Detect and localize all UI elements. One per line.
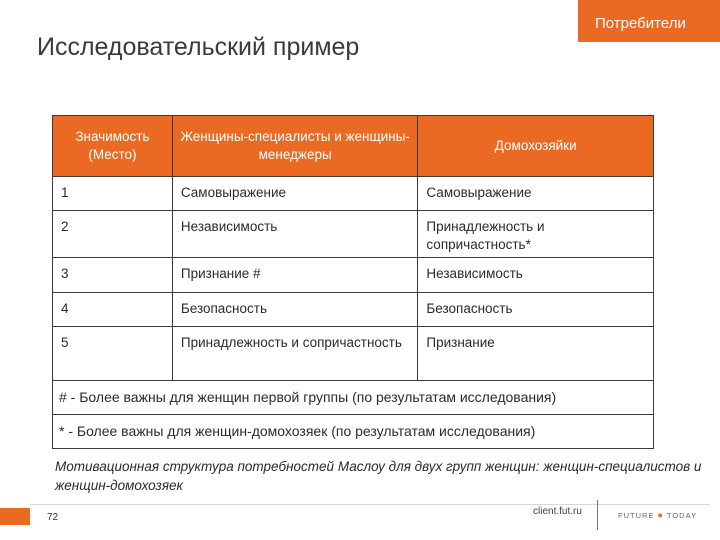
future-today-logo: [618, 510, 697, 520]
housewives-cell: Признание: [418, 327, 654, 381]
table-note-row: [53, 415, 654, 449]
figure-caption: Мотивационная структура потребностей Маслоу для двух групп женщин: женщин-специалистов и женщин-домохозяек: [55, 459, 702, 493]
logo-word-left: FUTURE: [618, 511, 655, 520]
footer-site-link[interactable]: client.fut.ru: [533, 506, 582, 517]
rank-cell: 1: [53, 177, 173, 211]
rank-cell: 5: [53, 327, 173, 381]
table-row: [53, 258, 654, 293]
footer-divider: [30, 504, 710, 505]
rank-cell: 4: [53, 293, 173, 327]
footer-separator: [597, 500, 598, 530]
housewives-cell: Независимость: [418, 258, 654, 293]
column-header-specialists: Женщины-специалисты и женщины-менеджеры: [172, 116, 418, 177]
specialists-cell: Независимость: [172, 211, 418, 258]
logo-dot-icon: ●: [657, 510, 664, 520]
section-tag: Потребители: [578, 0, 720, 42]
column-header-housewives: Домохозяйки: [418, 116, 654, 177]
rank-cell: 3: [53, 258, 173, 293]
needs-table: [52, 115, 654, 449]
page-number: 72: [47, 512, 59, 523]
logo-word-right: TODAY: [666, 511, 698, 520]
column-header-rank: Значимость (Место): [53, 116, 173, 177]
table-row: [53, 177, 654, 211]
specialists-cell: Признание #: [172, 258, 418, 293]
specialists-cell: Самовыражение: [172, 177, 418, 211]
rank-cell: 2: [53, 211, 173, 258]
specialists-cell: Принадлежность и сопричастность: [172, 327, 418, 381]
housewives-cell: Безопасность: [418, 293, 654, 327]
note-first-group: # - Более важны для женщин первой группы (по результатам исследования): [53, 381, 654, 415]
table-header-row: [53, 116, 654, 177]
page-title: Исследовательский пример: [37, 33, 360, 61]
housewives-cell: Принадлежность и сопричастность*: [418, 211, 654, 258]
table-row: [53, 327, 654, 381]
table-note-row: [53, 381, 654, 415]
housewives-cell: Самовыражение: [418, 177, 654, 211]
table-row: [53, 211, 654, 258]
note-housewives: * - Более важны для женщин-домохозяек (по результатам исследования): [53, 415, 654, 449]
specialists-cell: Безопасность: [172, 293, 418, 327]
table-row: [53, 293, 654, 327]
page-marker: [0, 508, 30, 525]
